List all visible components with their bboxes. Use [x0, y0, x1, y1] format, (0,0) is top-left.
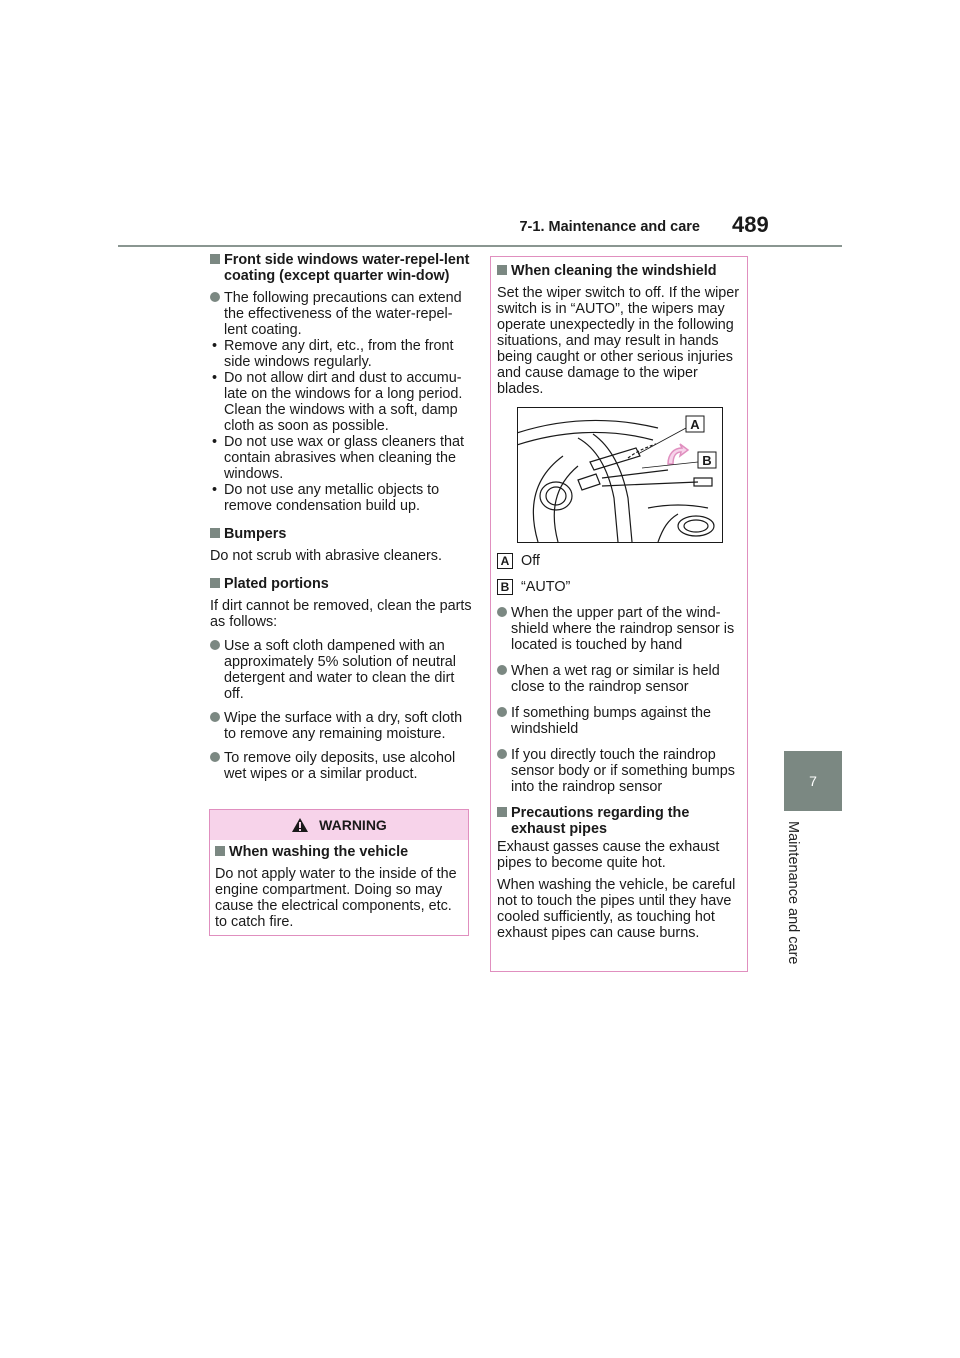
square-bullet-icon	[497, 807, 507, 817]
callout-a: A	[497, 553, 513, 569]
bullet-item: Wipe the surface with a dry, soft cloth to remove any remaining moisture.	[210, 710, 472, 742]
round-bullet-icon	[497, 707, 507, 717]
square-bullet-icon	[210, 528, 220, 538]
chapter-side-title: Maintenance and care	[785, 821, 801, 965]
round-bullet-icon	[210, 292, 220, 302]
bullet-item: When a wet rag or similar is held close to the raindrop sensor	[497, 663, 741, 695]
chapter-number: 7	[809, 773, 817, 789]
dash-item: • Do not allow dirt and dust to accumu-late on the windows for a long period. Clean the windows with a soft, damp cloth as soon as possible.	[212, 370, 463, 434]
right-column	[497, 263, 741, 941]
page-number: 489	[732, 212, 769, 237]
steering-wheel-illustration	[518, 408, 722, 542]
round-bullet-icon	[210, 640, 220, 650]
warning-continued-box	[490, 256, 748, 972]
bullet-item: Use a soft cloth dampened with an approximately 5% solution of neutral detergent and water to clean the dirt off.	[210, 638, 472, 702]
callout-b: B	[497, 579, 513, 595]
square-bullet-icon	[210, 254, 220, 264]
heading-windshield: When cleaning the windshield	[497, 263, 741, 279]
chapter-tab	[784, 751, 842, 811]
figure-label-a: A	[690, 417, 700, 432]
bullet-item: When the upper part of the wind-shield where the raindrop sensor is located is touched by hand	[497, 605, 741, 653]
plated-portions-text: If dirt cannot be removed, clean the parts as follows:	[210, 598, 472, 630]
heading-washing-vehicle: When washing the vehicle	[215, 844, 463, 860]
heading-bumpers: Bumpers	[210, 526, 472, 542]
key-item-b: B “AUTO”	[497, 579, 741, 595]
key-item-a: A Off	[497, 553, 741, 569]
exhaust-text-2: When washing the vehicle, be careful not to touch the pipes until they have cooled sufficiently, as touching hot exhaust pipes can cause burns.	[497, 877, 736, 942]
square-bullet-icon	[215, 846, 225, 856]
bullet-item: To remove oily deposits, use alcohol wet wipes or a similar product.	[210, 750, 472, 782]
square-bullet-icon	[210, 578, 220, 588]
bullet-item: If something bumps against the windshield	[497, 705, 741, 737]
warning-triangle-icon	[291, 817, 309, 833]
dash-item: • Remove any dirt, etc., from the front side windows regularly.	[212, 338, 454, 370]
warning-body	[215, 844, 463, 930]
round-bullet-icon	[210, 712, 220, 722]
round-bullet-icon	[210, 752, 220, 762]
bumpers-text: Do not scrub with abrasive cleaners.	[210, 548, 442, 564]
exhaust-text-1: Exhaust gasses cause the exhaust pipes to become quite hot.	[497, 839, 720, 872]
round-bullet-icon	[497, 665, 507, 675]
dash-item: • Do not use wax or glass cleaners that contain abrasives when cleaning the windows.	[212, 434, 464, 482]
heading-exhaust-pipes: Precautions regarding the exhaust pipes	[497, 805, 741, 837]
warning-title: WARNING	[210, 817, 468, 833]
square-bullet-icon	[497, 265, 507, 275]
warning-text: Do not apply water to the inside of the engine compartment. Doing so may cause the electrical components, etc. to catch fire.	[215, 866, 457, 930]
dash-item: • Do not use any metallic objects to remove condensation build up.	[212, 482, 440, 514]
bullet-item: The following precautions can extend the effectiveness of the water-repel-lent coating.	[210, 290, 472, 338]
wiper-switch-illustration	[517, 407, 723, 543]
windshield-text: Set the wiper switch to off. If the wiper switch is in “AUTO”, the wipers may operate unexpectedly in the following situations, and may result in hands being caught or other serious injuries and cause damage to the wiper blades.	[497, 285, 740, 397]
heading-front-side-windows: Front side windows water-repel-lent coating (except quarter win-dow)	[210, 252, 472, 284]
bullet-item: If you directly touch the raindrop sensor body or if something bumps into the raindrop sensor	[497, 747, 741, 795]
warning-box	[209, 809, 469, 936]
round-bullet-icon	[497, 607, 507, 617]
round-bullet-icon	[497, 749, 507, 759]
heading-plated-portions: Plated portions	[210, 576, 472, 592]
left-column	[210, 252, 472, 788]
figure-label-b: B	[702, 453, 712, 468]
header-divider	[118, 245, 842, 247]
